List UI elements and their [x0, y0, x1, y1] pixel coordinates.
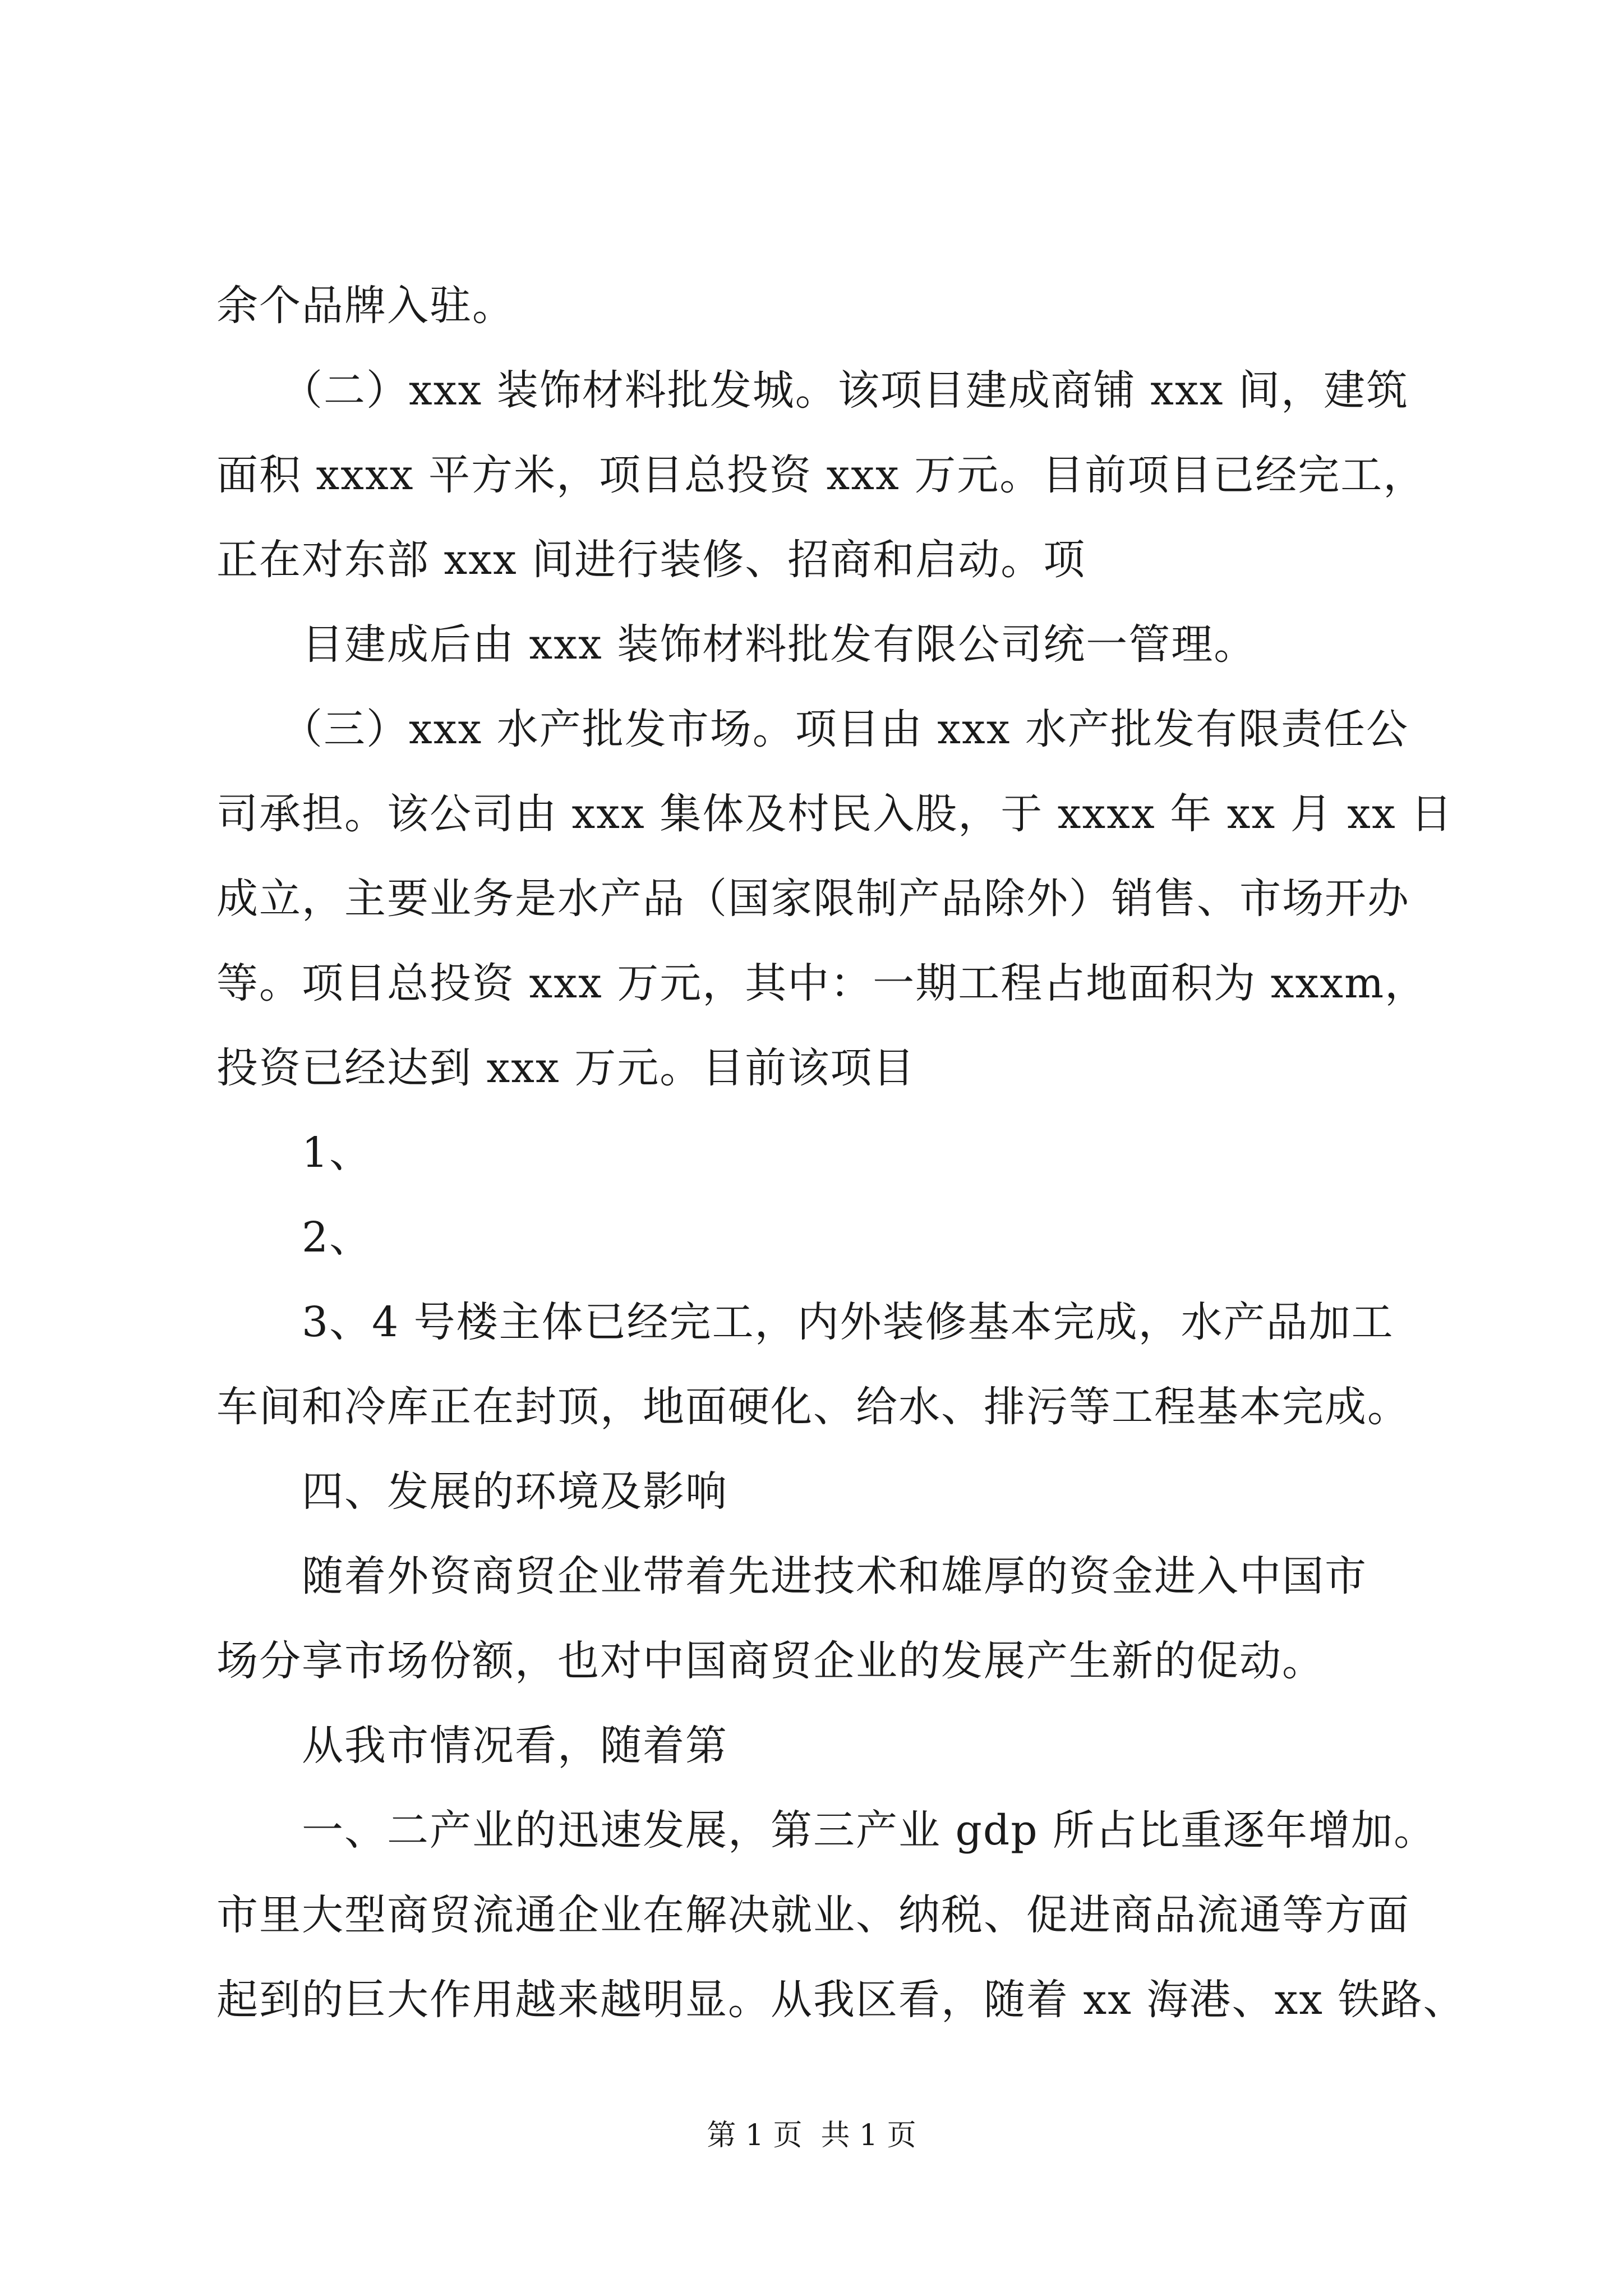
text-line: 成立，主要业务是水产品（国家限制产品除外）销售、市场开办 — [216, 875, 1410, 923]
text-line: 余个品牌入驻。 — [216, 282, 515, 330]
text-line: （二）xxx 装饰材料批发城。该项目建成商铺 xxx 间，建筑 — [216, 366, 1409, 415]
text-line: 1、 — [216, 1129, 372, 1177]
text-line: 一、二产业的迅速发展，第三产业 gdp 所占比重逐年增加。 — [216, 1806, 1437, 1855]
section-heading: 四、发展的环境及影响 — [216, 1467, 728, 1516]
text-line: 等。项目总投资 xxx 万元，其中：一期工程占地面积为 xxxm， — [216, 959, 1428, 1007]
text-line: 场分享市场份额，也对中国商贸企业的发展产生新的促动。 — [216, 1637, 1325, 1685]
text-line: 3、4 号楼主体已经完工，内外装修基本完成，水产品加工 — [216, 1298, 1394, 1346]
text-line: 司承担。该公司由 xxx 集体及村民入股，于 xxxx 年 xx 月 xx 日 — [216, 790, 1454, 838]
text-line: 市里大型商贸流通企业在解决就业、纳税、促进商品流通等方面 — [216, 1891, 1410, 1939]
text-line: 正在对东部 xxx 间进行装修、招商和启动。项 — [216, 536, 1086, 584]
text-line: 从我市情况看，随着第 — [216, 1722, 728, 1770]
text-line: 2、 — [216, 1213, 372, 1262]
text-line: 随着外资商贸企业带着先进技术和雄厚的资金进入中国市 — [216, 1552, 1367, 1600]
text-line: 起到的巨大作用越来越明显。从我区看，随着 xx 海港、xx 铁路、 — [216, 1976, 1466, 2024]
text-line: 目建成后由 xxx 装饰材料批发有限公司统一管理。 — [216, 620, 1257, 669]
text-line: （三）xxx 水产批发市场。项目由 xxx 水产批发有限责任公 — [216, 705, 1409, 753]
text-line: 车间和冷库正在封顶，地面硬化、给水、排污等工程基本完成。 — [216, 1383, 1410, 1431]
text-line: 面积 xxxx 平方米，项目总投资 xxx 万元。目前项目已经完工， — [216, 451, 1426, 499]
text-line: 投资已经达到 xxx 万元。目前该项目 — [216, 1044, 916, 1092]
document-body — [216, 264, 1466, 2042]
page-footer: 第 1 页 共 1 页 — [707, 2119, 916, 2152]
